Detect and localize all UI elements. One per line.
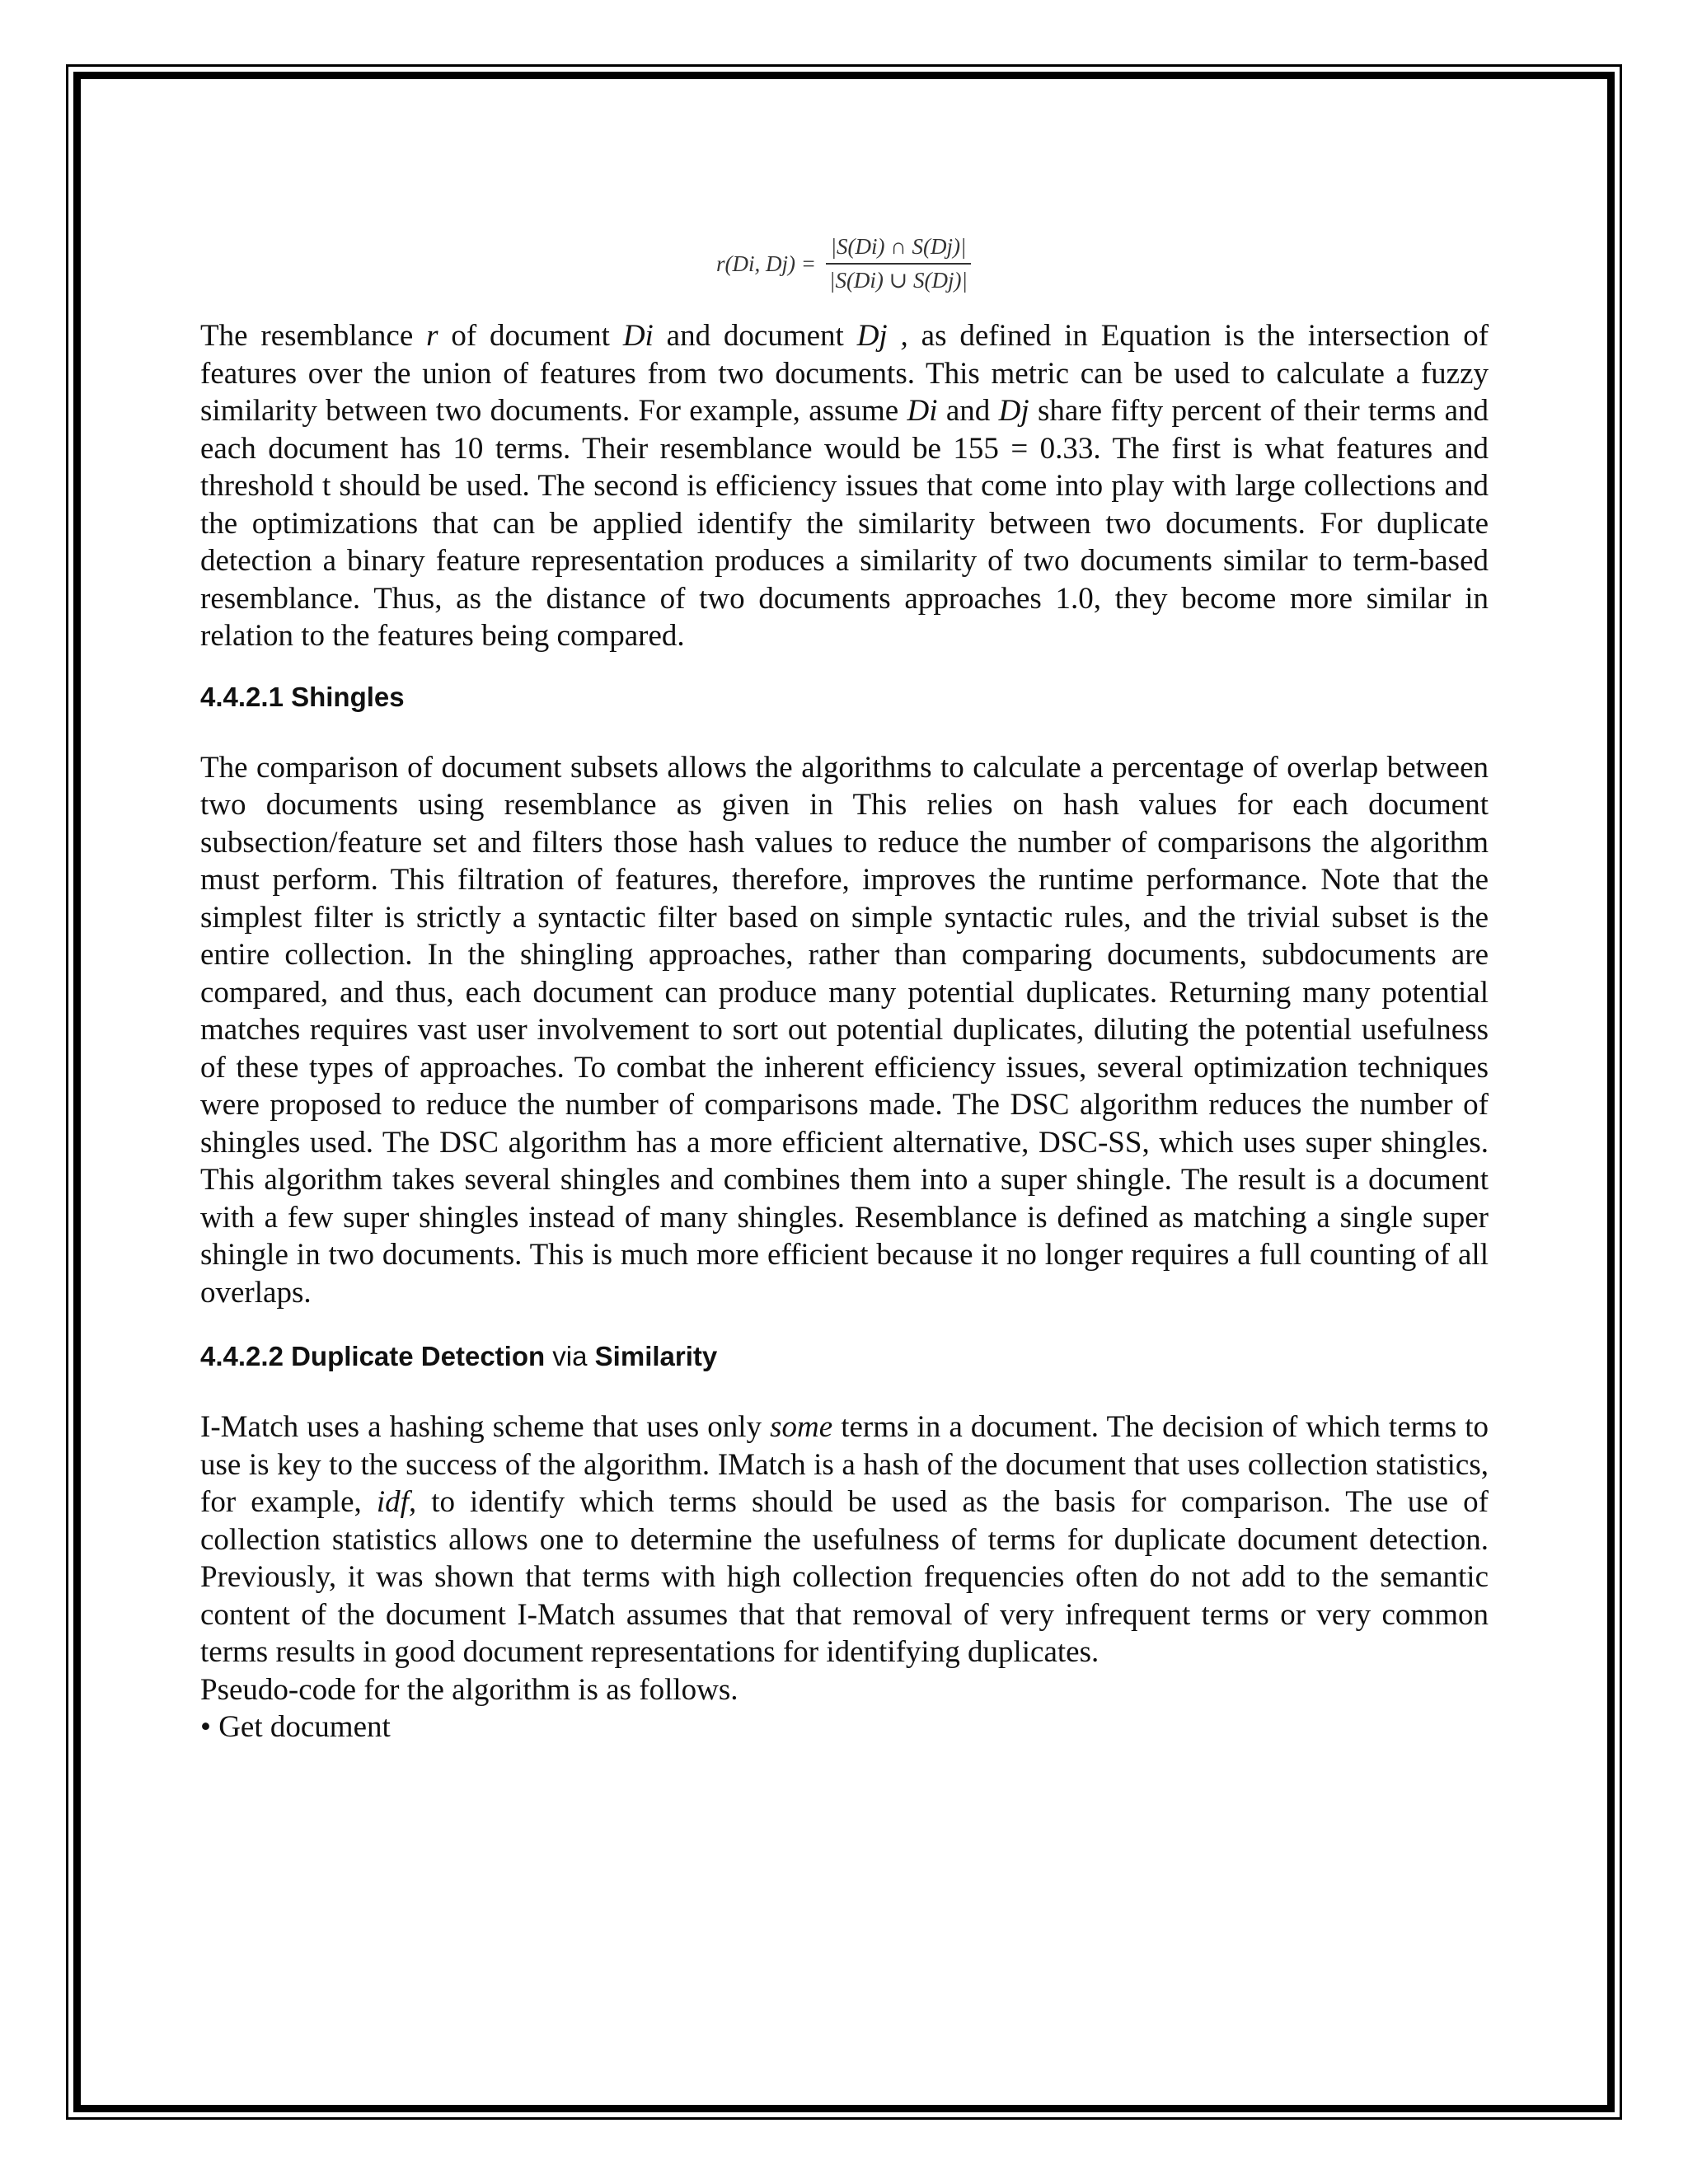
equation-numerator: |S(Di) ∩ S(Dj)| bbox=[826, 234, 972, 265]
list-item-get-document: • Get document bbox=[200, 1710, 391, 1744]
equation-lhs: r(Di, Dj) = bbox=[716, 251, 817, 276]
equation-fraction bbox=[824, 234, 973, 293]
section-heading-duplicate-detection: 4.4.2.2 Duplicate Detection via Similarity bbox=[200, 1341, 718, 1371]
section-heading-shingles: 4.4.2.1 Shingles bbox=[200, 681, 405, 712]
paragraph-resemblance: The resemblance r of document Di and document Dj , as defined in Equation is the intersection of features over the union of features from two documents. This metric can be used to calculate a fuzzy similarity between two documents. For example, assume Di and Dj share fifty percent of their terms and each document has 10 terms. Their resemblance would be 155 = 0.33. The first is what features and threshold t should be used. The second is efficiency issues that come into play with large collections and the optimizations that can be applied identify the similarity between two documents. For duplicate detection a binary feature representation produces a similarity of two documents similar to term-based resemblance. Thus, as the distance of two documents approaches 1.0, they become more similar in relation to the features being compared. bbox=[200, 319, 1489, 653]
equation-denominator: |S(Di) ∪ S(Dj)| bbox=[829, 268, 968, 293]
paragraph-shingles: The comparison of document subsets allows the algorithms to calculate a percentage of overlap between two documents using resemblance as given in This relies on hash values for each document subsection/feature set and filters those hash values to reduce the number of comparisons the algorithm must perform. This filtration of features, therefore, improves the runtime performance. Note that the simplest filter is strictly a syntactic filter based on simple syntactic rules, and the trivial subset is the entire collection. In the shingling approaches, rather than comparing documents, subdocuments are compared, and thus, each document can produce many potential duplicates. Returning many potential matches requires vast user involvement to sort out potential duplicates, diluting the potential usefulness of these types of approaches. To combat the inherent efficiency issues, several optimization techniques were proposed to reduce the number of comparisons made. The DSC algorithm reduces the number of shingles used. The DSC algorithm has a more efficient alternative, DSC-SS, which uses super shingles. This algorithm takes several shingles and combines them into a super shingle. The result is a document with a few super shingles instead of many shingles. Resemblance is defined as matching a single super shingle in two documents. This is much more efficient because it no longer requires a full counting of all overlaps. bbox=[200, 750, 1489, 1310]
paragraph-pseudo-code-intro: Pseudo-code for the algorithm is as follows. bbox=[200, 1672, 738, 1707]
paragraph-imatch: I-Match uses a hashing scheme that uses only some terms in a document. The decision of which terms to use is key to the success of the algorithm. IMatch is a hash of the document that uses collection statistics, for example, idf, to identify which terms should be used as the basis for comparison. The use of collection statistics allows one to determine the usefulness of terms for duplicate document detection. Previously, it was shown that terms with high collection frequencies often do not add to the semantic content of the document I-Match assumes that that removal of very infrequent terms or very common terms results in good document representations for identifying duplicates. bbox=[200, 1410, 1489, 1669]
resemblance-equation bbox=[200, 218, 1489, 309]
document-content bbox=[200, 218, 1489, 1746]
